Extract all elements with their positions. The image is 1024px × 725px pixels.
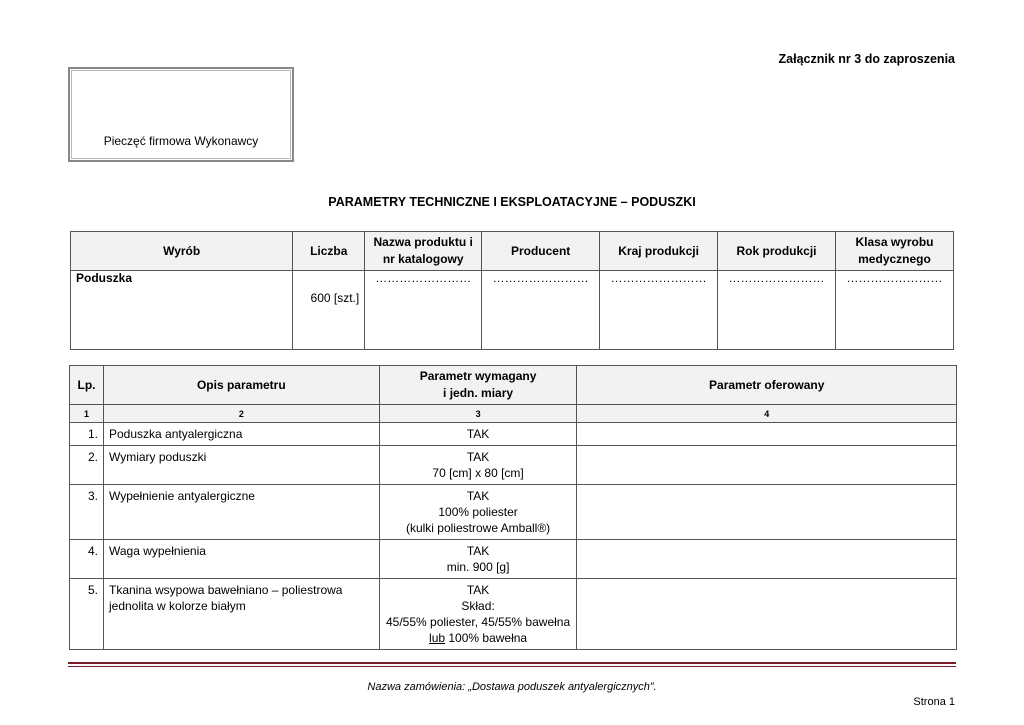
product-name-field[interactable]: …………………… [365, 271, 482, 350]
header-medical-class: Klasa wyrobu medycznego [835, 232, 953, 271]
stamp-label: Pieczęć firmowa Wykonawcy [103, 134, 259, 148]
attachment-label: Załącznik nr 3 do zaproszenia [778, 52, 955, 66]
country-field[interactable]: …………………… [600, 271, 718, 350]
order-name: Nazwa zamówienia: „Dostawa poduszek antyalergicznych”. [367, 681, 657, 693]
header-product-name: Nazwa produktu i nr katalogowy [365, 232, 482, 271]
required-line: 100% poliester [438, 505, 518, 519]
footer-rule-thin [68, 666, 956, 667]
row-number: 3. [70, 485, 104, 540]
footer-rule [68, 662, 956, 664]
column-number: 3 [379, 405, 577, 423]
offered-field[interactable] [577, 579, 957, 650]
table-row [70, 485, 957, 540]
row-description: Tkanina wsypowa bawełniano – poliestrowa jednolita w kolorze białym [103, 579, 379, 650]
offered-field[interactable] [577, 540, 957, 579]
table-row [70, 540, 957, 579]
header-country: Kraj produkcji [600, 232, 718, 271]
header-year: Rok produkcji [718, 232, 836, 271]
header-producer: Producent [482, 232, 600, 271]
row-required [379, 540, 577, 579]
offered-field[interactable] [577, 446, 957, 485]
producer-field[interactable]: …………………… [482, 271, 600, 350]
row-required [379, 423, 577, 446]
parameters-table [69, 365, 957, 650]
product-name-cell: Poduszka [71, 271, 293, 350]
required-line: min. 900 [g] [446, 560, 510, 574]
table-row [70, 423, 957, 446]
header-required-line1: Parametr wymagany [419, 369, 537, 383]
required-line: TAK [466, 489, 490, 503]
row-required [379, 485, 577, 540]
required-line: 70 [cm] x 80 [cm] [432, 466, 524, 480]
row-required [379, 446, 577, 485]
row-number: 4. [70, 540, 104, 579]
header-product: Wyrób [71, 232, 293, 271]
underlined-word: lub [429, 631, 446, 645]
row-required [379, 579, 577, 650]
table-row [70, 446, 957, 485]
required-line: TAK [466, 544, 490, 558]
header-required-line2: i jedn. miary [443, 386, 514, 400]
column-number: 4 [577, 405, 957, 423]
column-number: 1 [70, 405, 104, 423]
header-quantity: Liczba [293, 232, 365, 271]
table-row [70, 579, 957, 650]
required-line-rest: 100% bawełna [445, 631, 528, 645]
document-title: PARAMETRY TECHNICZNE I EKSPLOATACYJNE – PODUSZKI [328, 195, 696, 209]
quantity-cell: 600 [szt.] [293, 271, 365, 350]
row-number: 5. [70, 579, 104, 650]
header-offered: Parametr oferowany [577, 366, 957, 405]
required-line: TAK [466, 427, 490, 441]
offered-field[interactable] [577, 423, 957, 446]
medical-class-field[interactable]: …………………… [835, 271, 953, 350]
row-description: Waga wypełnienia [103, 540, 379, 579]
row-description: Wymiary poduszki [103, 446, 379, 485]
offered-field[interactable] [577, 485, 957, 540]
product-table [70, 231, 954, 350]
year-field[interactable]: …………………… [718, 271, 836, 350]
header-required [379, 366, 577, 405]
row-description: Poduszka antyalergiczna [103, 423, 379, 446]
page-number: Strona 1 [913, 696, 955, 708]
row-description: Wypełnienie antyalergiczne [103, 485, 379, 540]
required-line: TAK [466, 450, 490, 464]
column-number: 2 [103, 405, 379, 423]
header-description: Opis parametru [103, 366, 379, 405]
table-row [71, 271, 954, 350]
header-lp: Lp. [70, 366, 104, 405]
required-line: Skład: [461, 599, 495, 613]
row-number: 1. [70, 423, 104, 446]
row-number: 2. [70, 446, 104, 485]
required-line: TAK [466, 583, 490, 597]
company-stamp-box [68, 67, 294, 162]
required-line [385, 630, 572, 646]
required-line: (kulki poliestrowe Amball®) [405, 521, 551, 535]
required-line: 45/55% poliester, 45/55% bawełna [386, 615, 571, 629]
